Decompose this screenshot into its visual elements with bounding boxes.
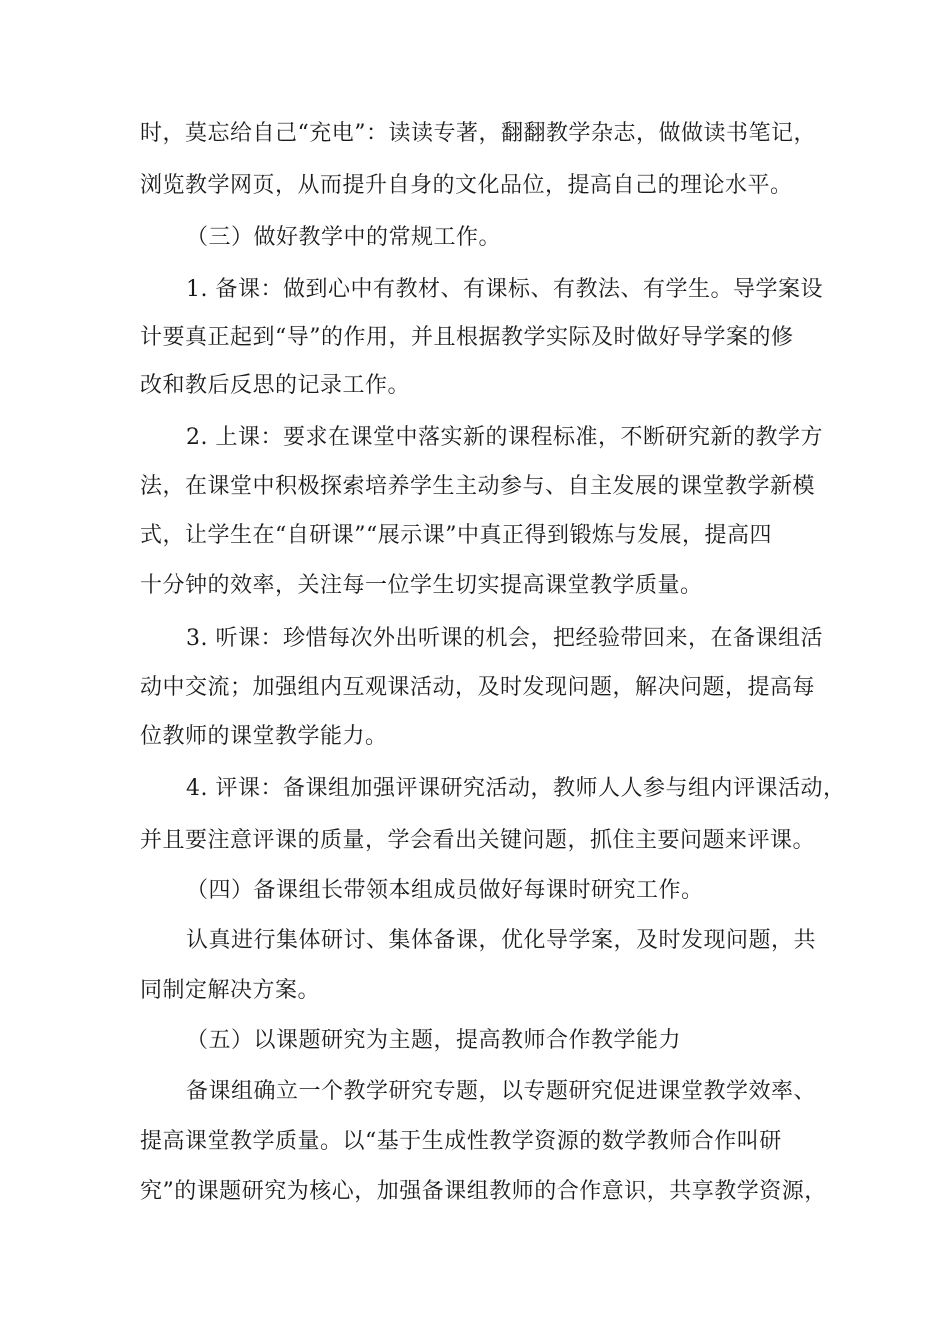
paragraph-line: 法，在课堂中积极探索培养学生主动参与、自主发展的课堂教学新模 (140, 474, 816, 499)
paragraph-line: 式，让学生在“自研课”“展示课”中真正得到锻炼与发展，提高四 (140, 523, 772, 548)
paragraph-line: 2. 上课：要求在课堂中落实新的课程标准，不断研究新的教学方 (186, 425, 823, 450)
paragraph-line: 备课组确立一个教学研究专题，以专题研究促进课堂教学效率、 (186, 1079, 817, 1104)
section-heading: （五）以课题研究为主题，提高教师合作教学能力 (186, 1028, 682, 1053)
paragraph-line: 同制定解决方案。 (140, 978, 321, 1003)
paragraph-line: 并且要注意评课的质量，学会看出关键问题，抓住主要问题来评课。 (140, 828, 816, 853)
paragraph-line: 4. 评课：备课组加强评课研究活动，教师人人参与组内评课活动， (186, 776, 846, 801)
paragraph-line: 计要真正起到“导”的作用，并且根据教学实际及时做好导学案的修 (140, 325, 794, 350)
paragraph-line: 3. 听课：珍惜每次外出听课的机会，把经验带回来，在备课组活 (186, 626, 823, 651)
paragraph-line: 时，莫忘给自己“充电”：读读专著，翻翻教学杂志，做做读书笔记， (140, 121, 816, 146)
section-heading: （四）备课组长带领本组成员做好每课时研究工作。 (186, 878, 704, 903)
paragraph-line: 究”的课题研究为核心，加强备课组教师的合作意识，共享教学资源， (140, 1179, 827, 1204)
paragraph-line: 认真进行集体研讨、集体备课，优化导学案，及时发现问题，共 (186, 928, 817, 953)
paragraph-line: 提高课堂教学质量。以“基于生成性教学资源的数学教师合作叫研 (140, 1129, 782, 1154)
paragraph-line: 十分钟的效率，关注每一位学生切实提高课堂教学质量。 (140, 573, 703, 598)
paragraph-line: 浏览教学网页，从而提升自身的文化品位，提高自己的理论水平。 (140, 173, 793, 198)
section-heading: （三）做好教学中的常规工作。 (186, 225, 502, 250)
paragraph-line: 改和教后反思的记录工作。 (140, 373, 411, 398)
paragraph-line: 1. 备课：做到心中有教材、有课标、有教法、有学生。导学案设 (186, 277, 823, 302)
paragraph-line: 动中交流；加强组内互观课活动，及时发现问题，解决问题，提高每 (140, 675, 816, 700)
paragraph-line: 位教师的课堂教学能力。 (140, 724, 388, 749)
